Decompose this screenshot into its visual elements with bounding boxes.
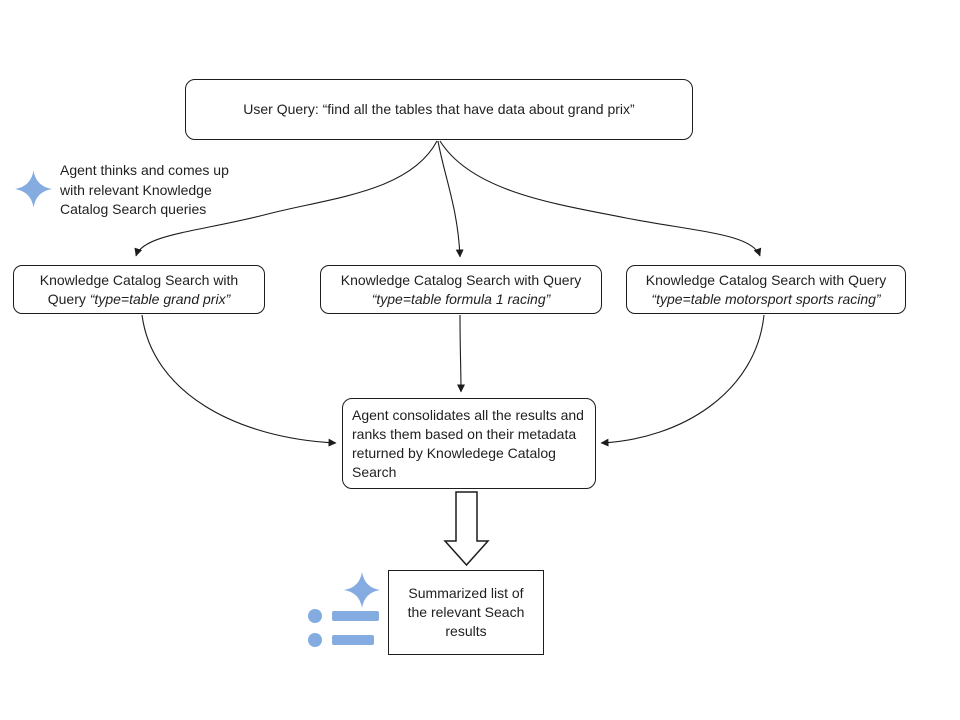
agent-note-text: Agent thinks and comes up with relevant Knowledge Catalog Search queries [60, 162, 229, 217]
block-arrow-down [445, 492, 488, 565]
arrow-search-1-to-consolidate [142, 315, 336, 443]
arrow-search-3-to-consolidate [601, 315, 764, 443]
search-box-3-query: “type=table motorsport sports racing” [651, 290, 881, 307]
consolidate-text: Agent consolidates all the results and ranks them based on their metadata returned by Knowledege Catalog Search [352, 406, 584, 480]
user-query-text: User Query: “find all the tables that have data about grand prix” [243, 101, 635, 117]
summary-box [388, 570, 544, 655]
search-box-2-label: Knowledge Catalog Search with Query [340, 271, 582, 288]
search-box-3-label: Knowledge Catalog Search with Query [645, 271, 887, 288]
arrow-query-to-search-2 [438, 141, 460, 257]
search-box-2-query: “type=table formula 1 racing” [371, 290, 551, 307]
search-box-grand-prix [13, 265, 265, 314]
search-box-1-label: Knowledge Catalog Search with Query [39, 271, 239, 307]
consolidate-box [342, 398, 596, 489]
sparkle-icon [15, 168, 52, 210]
arrow-query-to-search-3 [440, 141, 760, 256]
summary-text: Summarized list of the relevant Seach results [407, 585, 525, 639]
arrow-search-2-to-consolidate [460, 315, 461, 392]
search-box-formula-1 [320, 265, 602, 314]
user-query-box [185, 79, 693, 140]
search-box-motorsport [626, 265, 906, 314]
bulleted-list-icon [303, 602, 383, 652]
search-box-1-query: “type=table grand prix” [89, 290, 231, 307]
